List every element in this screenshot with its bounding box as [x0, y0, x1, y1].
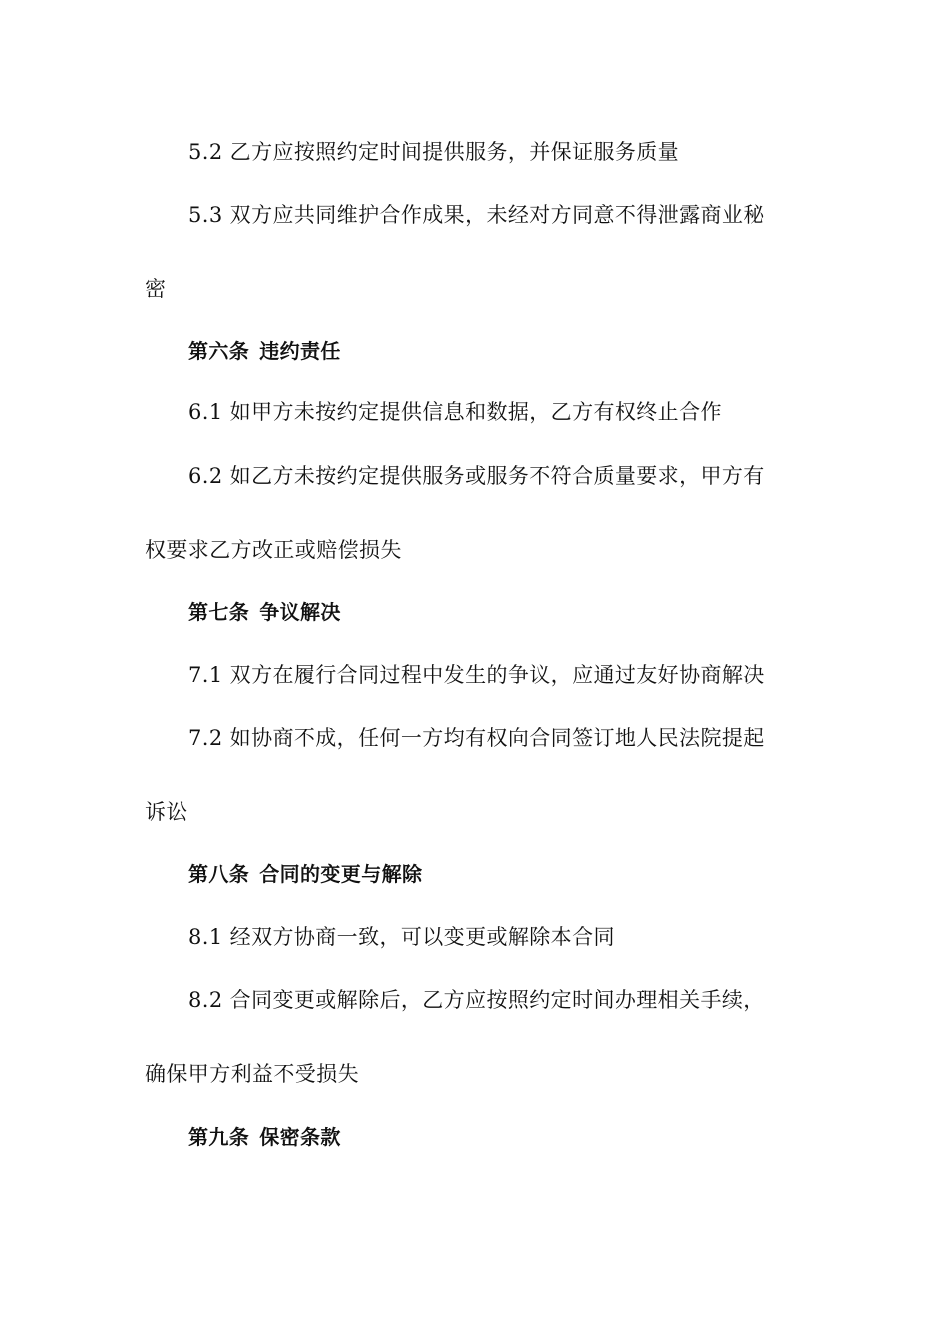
article-number: 第七条 — [188, 600, 250, 624]
article-title: 保密条款 — [259, 1125, 341, 1149]
clause-5-3-continued: 密 — [145, 277, 167, 301]
clause-6-2-continued: 权要求乙方改正或赔偿损失 — [145, 538, 402, 562]
clause-8-1: 8.1 经双方协商一致，可以变更或解除本合同 — [188, 925, 615, 949]
article-title: 违约责任 — [259, 339, 341, 363]
article-number: 第九条 — [188, 1125, 250, 1149]
clause-7-2-continued: 诉讼 — [145, 800, 188, 824]
article-7-heading — [188, 597, 341, 627]
clause-8-2-continued: 确保甲方利益不受损失 — [145, 1062, 359, 1086]
article-number: 第六条 — [188, 339, 250, 363]
clause-6-2: 6.2 如乙方未按约定提供服务或服务不符合质量要求，甲方有 — [188, 464, 765, 488]
clause-7-2: 7.2 如协商不成，任何一方均有权向合同签订地人民法院提起 — [188, 726, 765, 750]
article-title: 合同的变更与解除 — [259, 862, 423, 886]
article-6-heading — [188, 336, 341, 366]
article-8-heading — [188, 859, 422, 889]
clause-5-2: 5.2 乙方应按照约定时间提供服务，并保证服务质量 — [188, 140, 680, 164]
clause-8-2: 8.2 合同变更或解除后，乙方应按照约定时间办理相关手续， — [188, 988, 765, 1012]
clause-5-3: 5.3 双方应共同维护合作成果，未经对方同意不得泄露商业秘 — [188, 203, 765, 227]
article-number: 第八条 — [188, 862, 250, 886]
article-9-heading — [188, 1122, 341, 1152]
clause-6-1: 6.1 如甲方未按约定提供信息和数据，乙方有权终止合作 — [188, 400, 722, 424]
clause-7-1: 7.1 双方在履行合同过程中发生的争议，应通过友好协商解决 — [188, 663, 765, 687]
article-title: 争议解决 — [259, 600, 341, 624]
